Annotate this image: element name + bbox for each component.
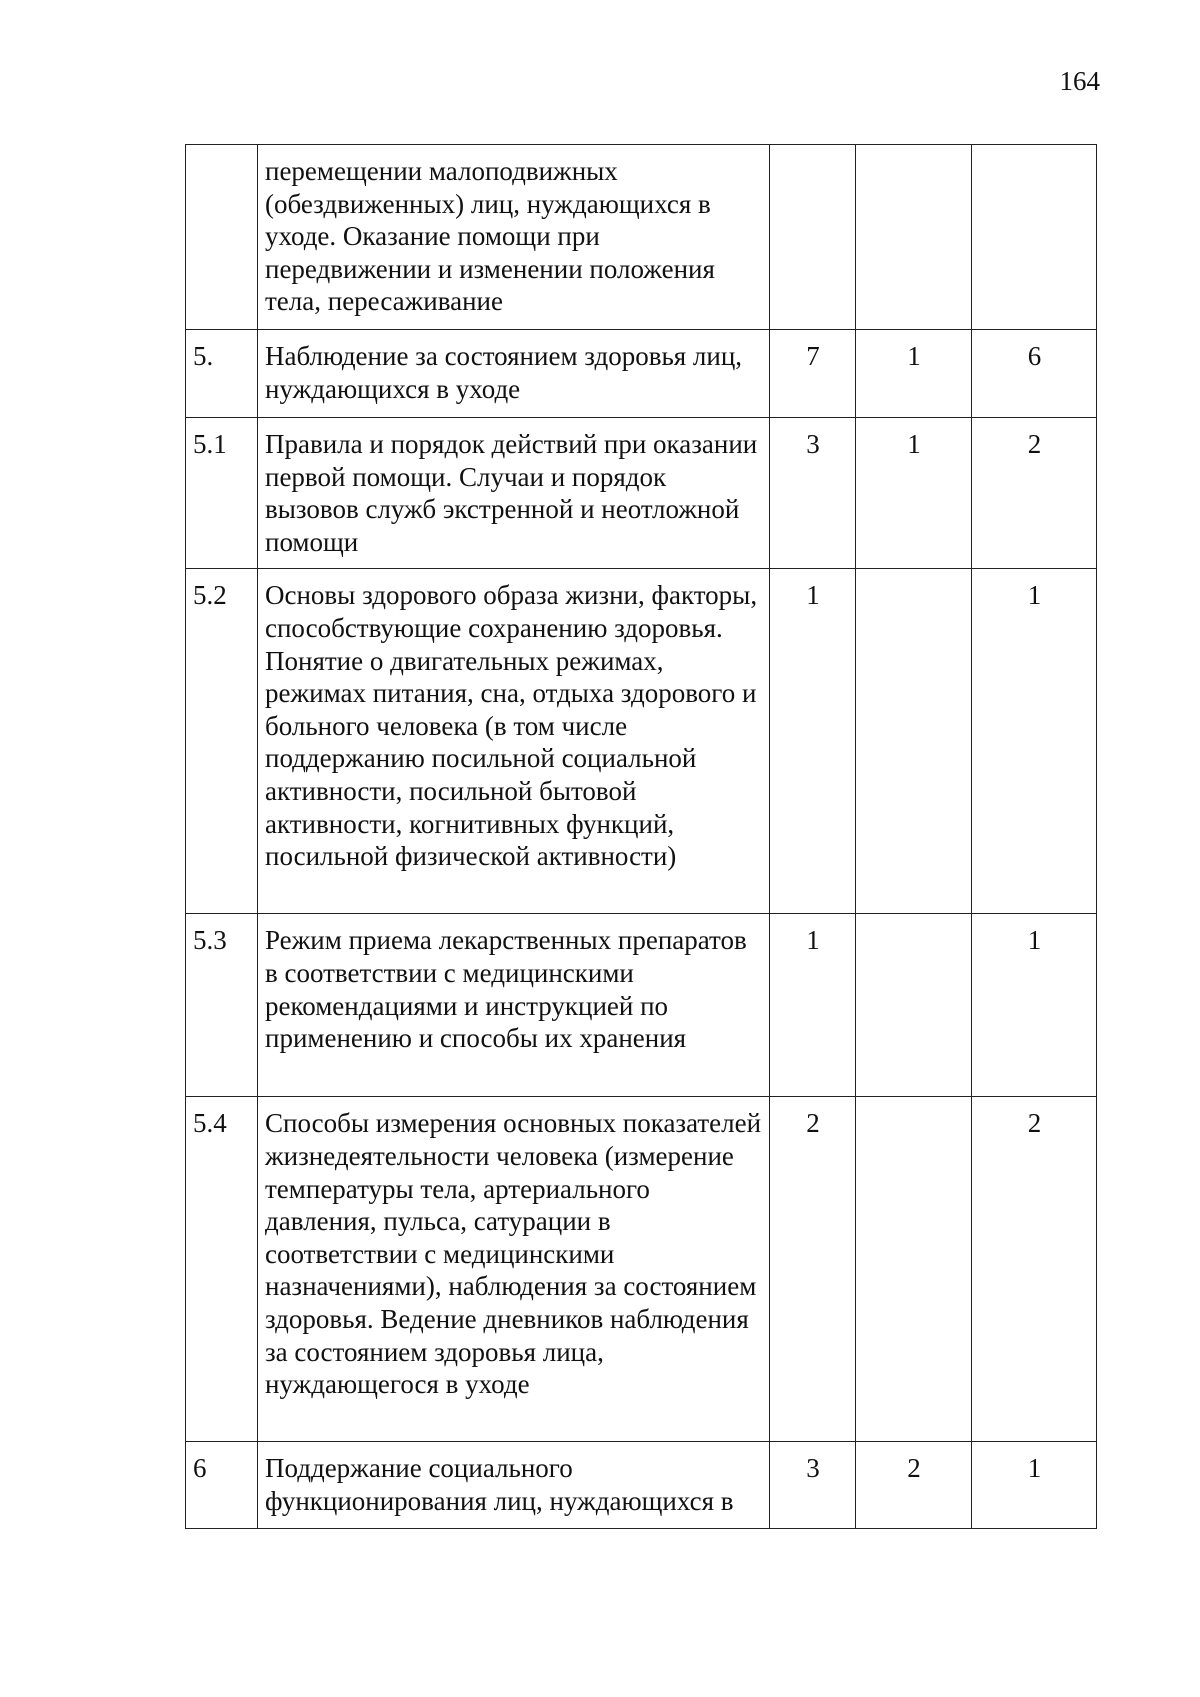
- row-number-cell: [186, 145, 258, 330]
- row-number-cell: 5.1: [186, 418, 258, 569]
- table-row: [186, 145, 1097, 330]
- total-hours-cell: 3: [770, 1442, 856, 1529]
- table-row: [186, 914, 1097, 1097]
- practice-hours-cell: [972, 145, 1097, 330]
- practice-hours-cell: 2: [972, 418, 1097, 569]
- total-hours-cell: 3: [770, 418, 856, 569]
- topic-cell: Наблюдение за состоянием здоровья лиц, нуждающихся в уходе: [258, 330, 770, 418]
- table-row: [186, 569, 1097, 914]
- practice-hours-cell: 2: [972, 1097, 1097, 1442]
- total-hours-cell: 1: [770, 569, 856, 914]
- topic-cell: Правила и порядок действий при оказании первой помощи. Случаи и порядок вызовов служб экстренной и неотложной помощи: [258, 418, 770, 569]
- practice-hours-cell: 1: [972, 569, 1097, 914]
- theory-hours-cell: 1: [856, 330, 972, 418]
- total-hours-cell: 1: [770, 914, 856, 1097]
- row-number-cell: 6: [186, 1442, 258, 1529]
- total-hours-cell: 7: [770, 330, 856, 418]
- topic-cell: Способы измерения основных показателей жизнедеятельности человека (измерение температуры тела, артериального давления, пульса, сатурации в соответствии с медицинскими назначениями), наблюдения за состоянием здоровья. Ведение дневников наблюдения за состоянием здоровья лица, нуждающегося в уходе: [258, 1097, 770, 1442]
- total-hours-cell: [770, 145, 856, 330]
- page-number: 164: [1059, 66, 1100, 96]
- topic-cell: Основы здорового образа жизни, факторы, способствующие сохранению здоровья. Понятие о двигательных режимах, режимах питания, сна, отдыха здорового и больного человека (в том числе поддержанию посильной социальной активности, посильной бытовой активности, когнитивных функций, посильной физической активности): [258, 569, 770, 914]
- theory-hours-cell: [856, 914, 972, 1097]
- practice-hours-cell: 1: [972, 914, 1097, 1097]
- theory-hours-cell: [856, 145, 972, 330]
- theory-hours-cell: [856, 569, 972, 914]
- row-number-cell: 5.4: [186, 1097, 258, 1442]
- practice-hours-cell: 6: [972, 330, 1097, 418]
- topic-cell: перемещении малоподвижных (обездвиженных) лиц, нуждающихся в уходе. Оказание помощи при передвижении и изменении положения тела, пересаживание: [258, 145, 770, 330]
- practice-hours-cell: 1: [972, 1442, 1097, 1529]
- theory-hours-cell: 2: [856, 1442, 972, 1529]
- row-number-cell: 5.3: [186, 914, 258, 1097]
- table-row: [186, 1097, 1097, 1442]
- topic-cell: Поддержание социального функционирования лиц, нуждающихся в: [258, 1442, 770, 1529]
- theory-hours-cell: 1: [856, 418, 972, 569]
- table-row: [186, 418, 1097, 569]
- row-number-cell: 5.: [186, 330, 258, 418]
- table-row: [186, 1442, 1097, 1529]
- theory-hours-cell: [856, 1097, 972, 1442]
- total-hours-cell: 2: [770, 1097, 856, 1442]
- row-number-cell: 5.2: [186, 569, 258, 914]
- table-row: [186, 330, 1097, 418]
- topic-cell: Режим приема лекарственных препаратов в соответствии с медицинскими рекомендациями и инструкцией по применению и способы их хранения: [258, 914, 770, 1097]
- curriculum-table: [185, 144, 1097, 1529]
